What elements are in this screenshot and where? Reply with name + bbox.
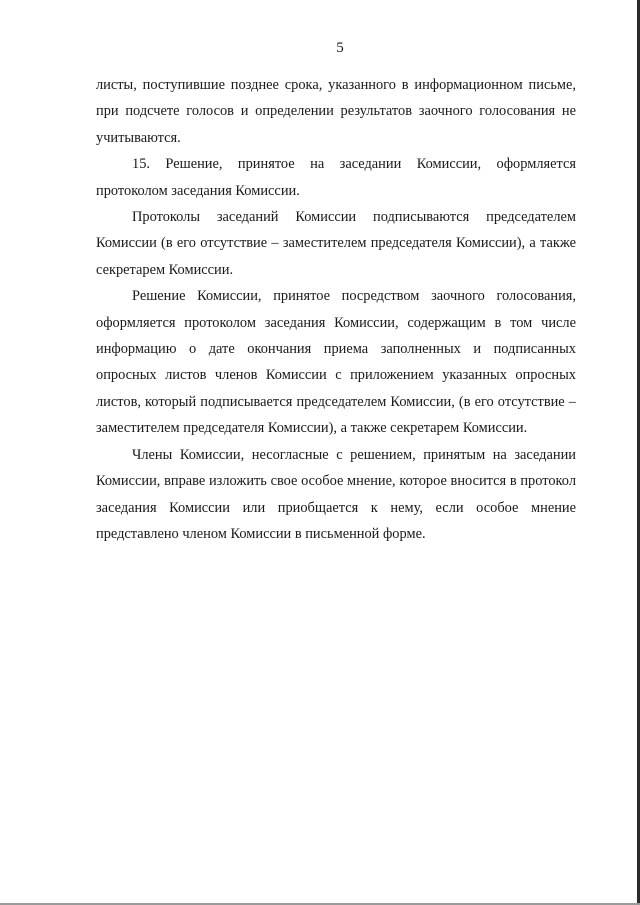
paragraph-dissenting-opinion: Члены Комиссии, несогласные с решением, принятым на заседании Комиссии, вправе изложить свое особое мнение, которое вносится в протокол заседания Комиссии или приобщается к нему, если особое мнение представлено членом Комиссии в письменной форме. xyxy=(96,446,576,542)
page-number: 5 xyxy=(336,40,344,56)
paragraph-continuation: листы, поступившие позднее срока, указанного в информационном письме, при подсчете голосов и определении результатов заочного голосования не учитываются. xyxy=(96,77,576,146)
document-body xyxy=(96,72,576,547)
paragraph-item-15: 15. Решение, принятое на заседании Комиссии, оформляется протоколом заседания Комиссии. xyxy=(96,156,576,199)
paragraph-protocol-signing: Протоколы заседаний Комиссии подписываются председателем Комиссии (в его отсутствие – заместителем председателя Комиссии), а также секретарем Комиссии. xyxy=(96,209,576,278)
paragraph-absentee-vote: Решение Комиссии, принятое посредством заочного голосования, оформляется протоколом заседания Комиссии, содержащим в том числе информацию о дате окончания приема заполненных и подписанных опросных листов членов Комиссии с приложением указанных опросных листов, который подписывается председателем Комиссии, (в его отсутствие – заместителем председателя Комиссии), а также секретарем Комиссии. xyxy=(96,288,576,437)
